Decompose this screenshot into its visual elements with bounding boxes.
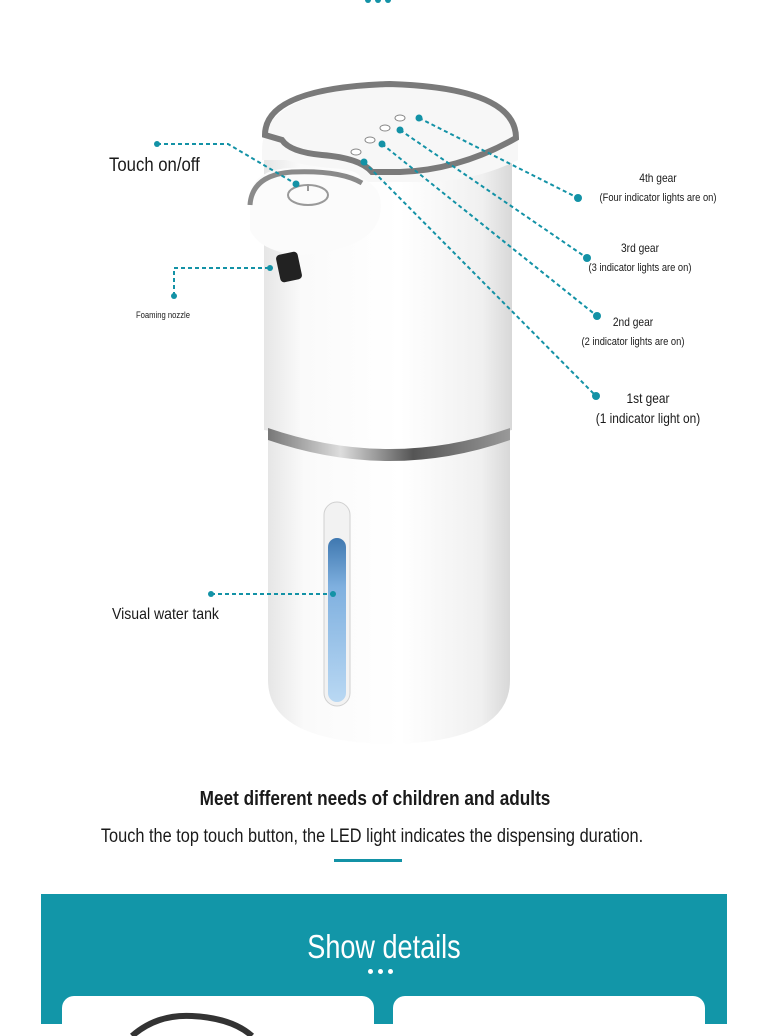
gear-1-detail: (1 indicator light on)	[595, 410, 701, 426]
foaming-nozzle-label: Foaming nozzle	[136, 310, 191, 320]
gear-1-title: 1st gear	[626, 390, 670, 406]
water-level	[328, 538, 346, 702]
headline: Meet different needs of children and adults	[199, 788, 551, 810]
gear-4-title: 4th gear	[639, 171, 677, 185]
accent-underline	[334, 859, 402, 862]
gear-3-title: 3rd gear	[620, 241, 659, 255]
water-tank-label: Visual water tank	[112, 606, 219, 623]
show-details-title: Show details	[307, 928, 461, 965]
gear-3-label	[572, 238, 708, 278]
subheadline: Touch the top touch button, the LED light indicates the dispensing duration.	[100, 826, 644, 847]
dispenser-lower-body	[268, 430, 510, 744]
gear-2-label	[565, 312, 701, 352]
gear-4-label	[590, 168, 726, 208]
product-thumbnail-image	[62, 996, 374, 1036]
gear-1-label	[580, 388, 716, 428]
gear-3-detail: (3 indicator lights are on)	[588, 262, 692, 274]
touch-onoff-label: Touch on/off	[109, 155, 200, 176]
gear-2-title: 2nd gear	[612, 315, 654, 329]
detail-card-left[interactable]	[62, 996, 374, 1036]
gear-4-detail: (Four indicator lights are on)	[599, 192, 717, 204]
gear-2-detail: (2 indicator lights are on)	[581, 336, 685, 348]
detail-card-right[interactable]	[393, 996, 705, 1036]
section-dots	[368, 969, 393, 974]
show-details-section	[41, 894, 727, 1024]
